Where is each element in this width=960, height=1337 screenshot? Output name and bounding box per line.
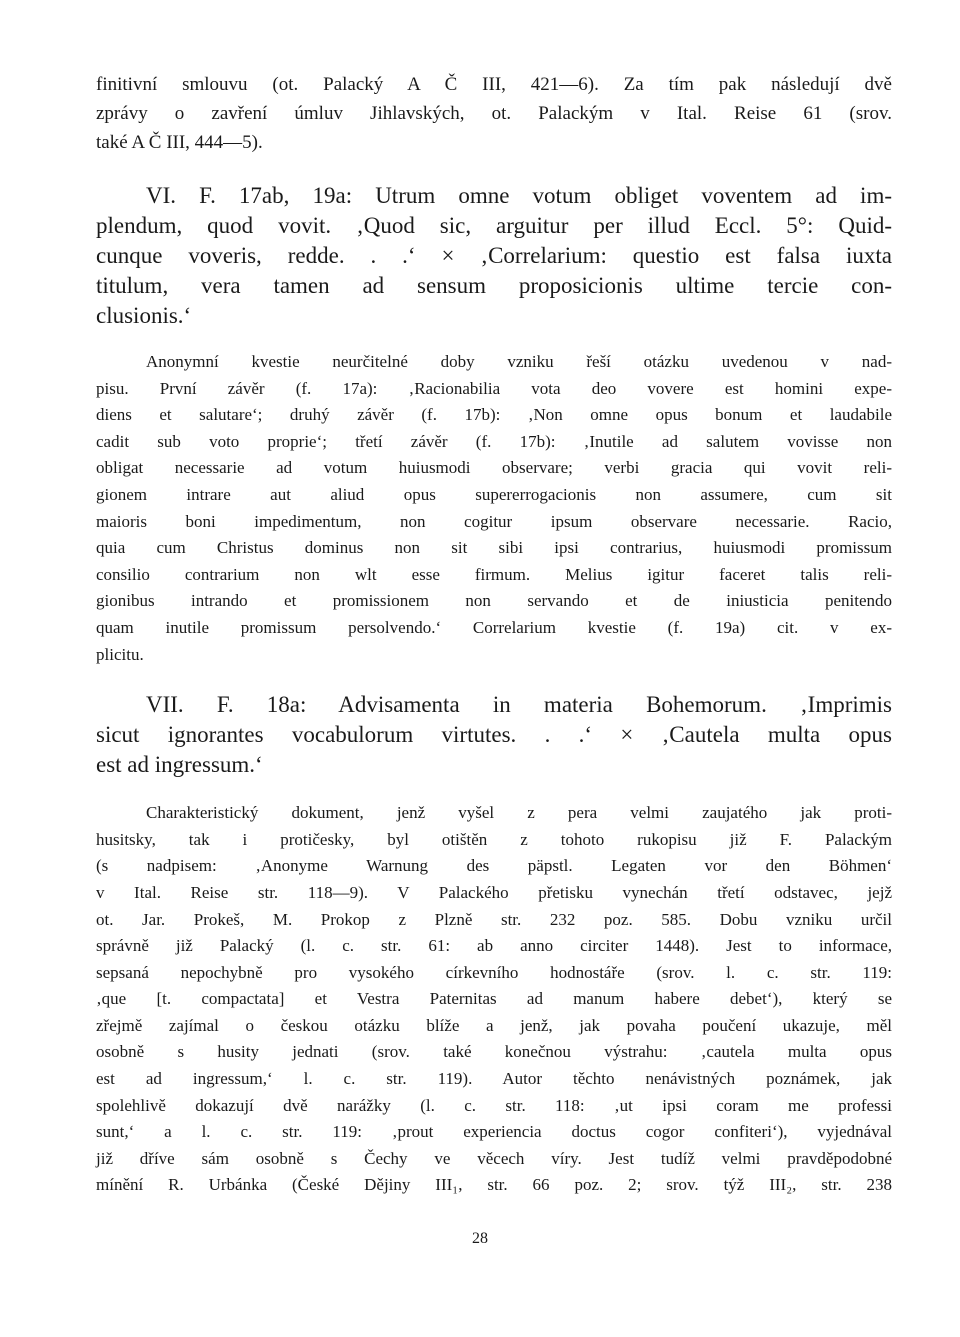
text-line: gionem intrare aut aliud opus supererrogacionis non assumere, cum sit <box>96 484 892 504</box>
text-line: v Ital. Reise str. 118—9). V Palackého přetisku vynechán třetí odstavec, jejž <box>96 882 892 902</box>
page-content <box>96 70 892 1199</box>
text-line: diens et salutare‘; druhý závěr (f. 17b): ‚Non omne opus bonum et laudabile <box>96 405 892 425</box>
text-line: sepsaná nepochybně pro vysokého církevního hodnostáře (srov. l. c. str. 119: <box>96 962 892 982</box>
text-line: pisu. První závěr (f. 17a): ‚Racionabilia vota deo vovere est homini expe- <box>96 378 892 398</box>
text-line: maioris boni impedimentum, non cogitur ipsum observare necessarie. Racio, <box>96 511 892 531</box>
text-line: husitsky, tak i protičesky, byl otištěn z tohoto rukopisu již F. Palackým <box>96 829 892 849</box>
text-line: sunt,‘ a l. c. str. 119: ‚prout experiencia doctus cogor confiteri‘), vyjednával <box>96 1122 892 1142</box>
section-7-heading <box>96 690 892 780</box>
text-line: Anonymní kvestie neurčitelné doby vzniku řeší otázku uvedenou v nad- <box>146 352 892 371</box>
text-line: správně již Palacký (l. c. str. 61: ab anno circiter 1448). Jest to informace, <box>96 936 892 956</box>
text-line: quam inutile promissum persolvendo.‘ Correlarium kvestie (f. 19a) cit. v ex- <box>96 617 892 637</box>
heading-line: plendum, quod vovit. ‚Quod sic, arguitur per illud Eccl. 5°: Quid- <box>96 213 892 238</box>
intro-paragraph <box>96 70 892 157</box>
heading-line: VI. F. 17ab, 19a: Utrum omne votum obliget voventem ad im- <box>146 183 892 208</box>
text-line: gionibus intrando et promissionem non servando et de iniusticia penitendo <box>96 591 892 611</box>
text-line: již dříve sám osobně s Čechy ve věcech víry. Jest tudíž velmi pravděpodobné <box>96 1148 892 1168</box>
text-line: osobně s husity jednati (srov. také konečnou výstrahu: ‚cautela multa opus <box>96 1042 892 1062</box>
heading-line: sicut ignorantes vocabulorum virtutes. . .‘ × ‚Cautela multa opus <box>96 722 892 748</box>
heading-line: cunque voveris, redde. . .‘ × ‚Correlarium: questio est falsa iuxta <box>96 243 892 268</box>
section-6-body <box>96 349 892 668</box>
text-line: také A Č III, 444—5). <box>96 132 263 153</box>
text-line: (s nadpisem: ‚Anonyme Warnung des päpstl. Legaten vor den Böhmen‘ <box>96 856 892 876</box>
text-line: consilio contrarium non wlt esse firmum. Melius igitur faceret talis reli- <box>96 564 892 584</box>
text-line: ‚que [t. compactata] et Vestra Paternitas ad manum habere debet‘), který se <box>96 989 892 1009</box>
text-line: spolehlivě dokazují dvě narážky (l. c. str. 118: ‚ut ipsi coram me professi <box>96 1095 892 1115</box>
section-6-heading <box>96 181 892 331</box>
heading-line: est ad ingressum.‘ <box>96 752 263 778</box>
text-line: mínění R. Urbánka (České Dějiny III₁, str. 66 poz. 2; srov. týž III₂, str. 238 <box>96 1175 892 1195</box>
text-line: obligat necessarie ad votum huiusmodi observare; verbi gracia qui vovit reli- <box>96 458 892 478</box>
text-line: ot. Jar. Prokeš, M. Prokop z Plzně str. 232 poz. 585. Dobu vzniku určil <box>96 909 892 929</box>
heading-line: clusionis.‘ <box>96 303 192 328</box>
section-7-body <box>96 800 892 1199</box>
text-line: cadit sub voto proprie‘; třetí závěr (f. 17b): ‚Inutile ad salutem vovisse non <box>96 431 892 451</box>
text-line: zprávy o zavření úmluv Jihlavských, ot. Palackým v Ital. Reise 61 (srov. <box>96 103 892 124</box>
text-line: plicitu. <box>96 644 144 664</box>
page-number: 28 <box>472 1230 488 1247</box>
text-line: quia cum Christus dominus non sit sibi ipsi contrarius, huiusmodi promissum <box>96 538 892 558</box>
text-line: finitivní smlouvu (ot. Palacký A Č III, 421—6). Za tím pak následují dvě <box>96 74 892 95</box>
text-line: zřejmě zajímal o českou otázku blíže a jenž, jak povaha poučení ukazuje, měl <box>96 1015 892 1035</box>
heading-line: VII. F. 18a: Advisamenta in materia Bohemorum. ‚Imprimis <box>146 692 892 718</box>
heading-line: titulum, vera tamen ad sensum proposicionis ultime tercie con- <box>96 273 892 298</box>
text-line: Charakteristický dokument, jenž vyšel z pera velmi zaujatého jak proti- <box>146 803 892 823</box>
text-line: est ad ingressum,‘ l. c. str. 119). Autor těchto nenávistných poznámek, jak <box>96 1069 892 1089</box>
